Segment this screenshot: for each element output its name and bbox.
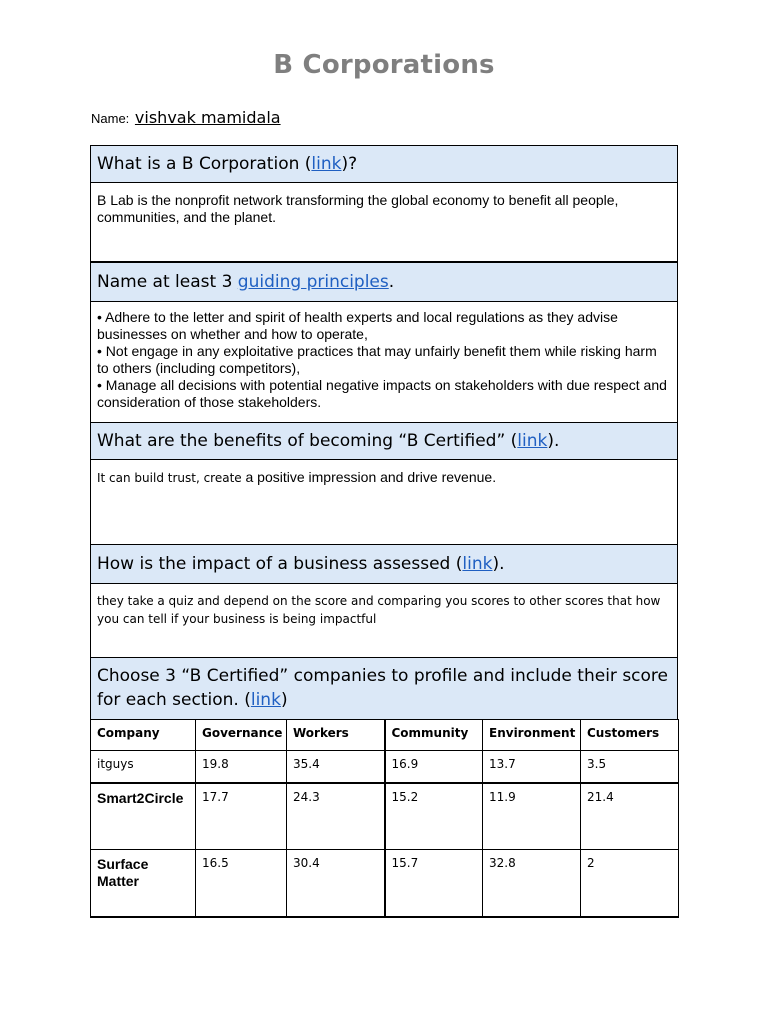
question-suffix: )?: [341, 154, 358, 174]
link[interactable]: link: [462, 554, 493, 574]
section-guiding-principles: [90, 261, 678, 424]
cell-environment: 11.9: [483, 783, 581, 850]
question-suffix: .: [388, 272, 395, 292]
question-suffix: ): [280, 690, 288, 710]
col-workers: Workers: [287, 720, 385, 751]
table-header-row: [91, 720, 679, 751]
link[interactable]: link: [311, 154, 342, 174]
link[interactable]: link: [517, 431, 548, 451]
section-header: [91, 544, 677, 584]
col-environment: Environment: [483, 720, 581, 751]
link[interactable]: link: [250, 690, 281, 710]
cell-community: 15.7: [385, 850, 483, 917]
question-text: What are the benefits of becoming “B Certified” (: [97, 431, 518, 451]
cell-community: 15.2: [385, 783, 483, 850]
cell-governance: 17.7: [196, 783, 287, 850]
cell-community: 16.9: [385, 751, 483, 783]
list-item: • Not engage in any exploitative practices that may unfairly benefit them while risking harm to others (including competitors),: [97, 343, 657, 376]
question-text: How is the impact of a business assessed (: [97, 554, 463, 574]
col-governance: Governance: [196, 720, 287, 751]
cell-customers: 3.5: [581, 751, 679, 783]
cell-workers: 24.3: [287, 783, 385, 850]
question-text: Name at least 3: [97, 272, 238, 292]
question-suffix: ).: [492, 554, 505, 574]
name-row: [91, 108, 281, 127]
section-impact-assessment: [90, 544, 678, 658]
cell-workers: 30.4: [287, 850, 385, 917]
table-row: [91, 751, 679, 783]
name-label: Name:: [91, 111, 130, 126]
table-row: [91, 850, 679, 917]
question-text: What is a B Corporation (: [97, 154, 312, 174]
col-community: Community: [385, 720, 483, 751]
answer-text: [91, 460, 677, 544]
section-benefits: [90, 422, 678, 544]
question-text: Choose 3 “B Certified” companies to profile and include their score for each section. (: [97, 666, 668, 710]
question-suffix: ).: [547, 431, 560, 451]
cell-governance: 19.8: [196, 751, 287, 783]
cell-environment: 32.8: [483, 850, 581, 917]
companies-table: [90, 719, 679, 918]
cell-governance: 16.5: [196, 850, 287, 917]
answer-text: B Lab is the nonprofit network transforming the global economy to benefit all people, communities, and the planet.: [97, 192, 619, 225]
cell-customers: 2: [581, 850, 679, 917]
cell-customers: 21.4: [581, 783, 679, 850]
cell-company: Smart2Circle: [91, 783, 196, 850]
section-header: [91, 422, 677, 460]
col-customers: Customers: [581, 720, 679, 751]
section-header: [91, 262, 677, 302]
cell-workers: 35.4: [287, 751, 385, 783]
section-companies: [90, 657, 678, 720]
answer-part-1: It can build trust, create: [97, 471, 246, 485]
list-item: • Manage all decisions with potential negative impacts on stakeholders with due respect and consideration of those stakeholders.: [97, 377, 667, 410]
col-company: Company: [91, 720, 196, 751]
name-value: vishvak mamidala: [134, 108, 281, 127]
section-header: [91, 657, 677, 720]
section-header: [91, 145, 677, 183]
answer-text: they take a quiz and depend on the score and comparing you scores to other scores that how you can tell if your business is being impactful: [97, 594, 661, 626]
table-row: [91, 783, 679, 850]
link[interactable]: guiding principles: [237, 272, 389, 292]
list-item: • Adhere to the letter and spirit of health experts and local regulations as they advise businesses on whether and how to operate,: [97, 309, 618, 342]
cell-environment: 13.7: [483, 751, 581, 783]
page-title: B Corporations: [273, 50, 495, 80]
cell-company: Surface Matter: [91, 850, 196, 917]
section-what-is-b-corp: [90, 145, 678, 262]
cell-company: itguys: [91, 751, 196, 783]
answer-part-2: a positive impression and drive revenue.: [245, 469, 497, 485]
answer-list: [91, 302, 677, 424]
